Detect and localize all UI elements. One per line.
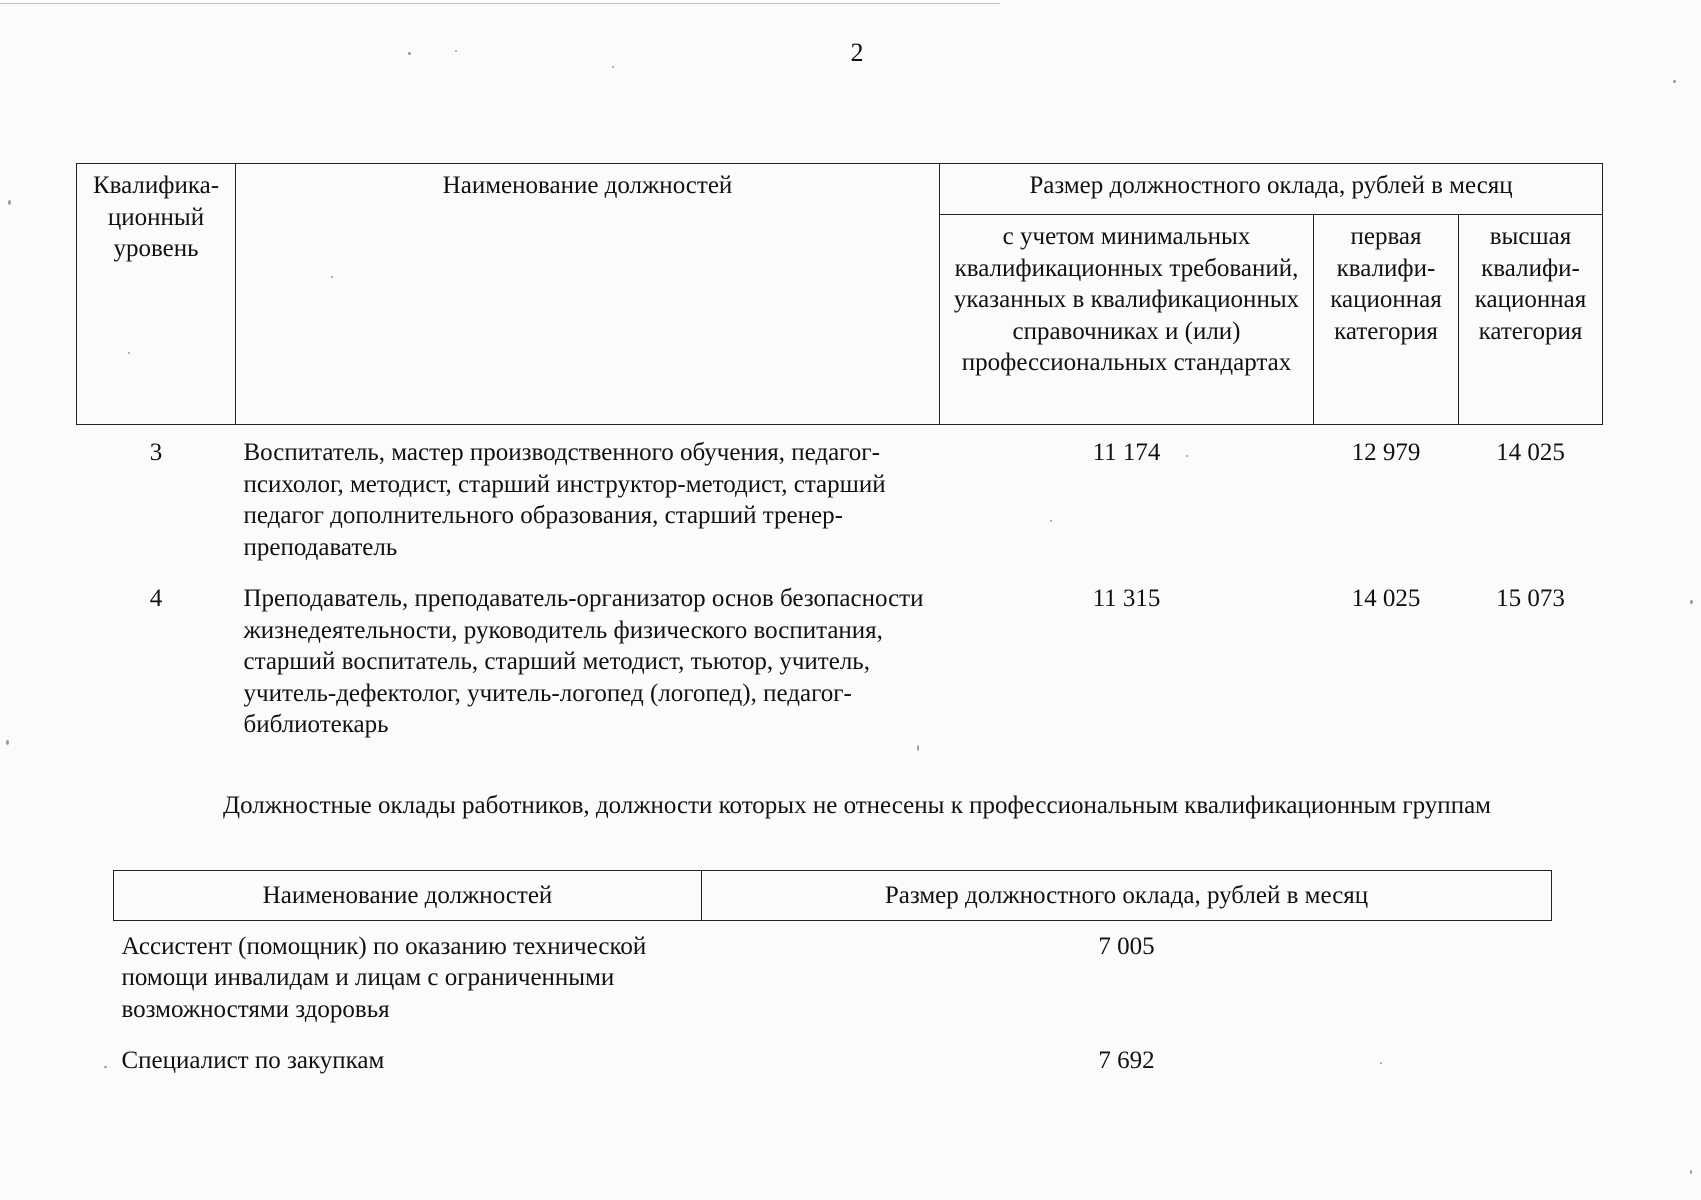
highest-category-salary: 14 025 [1496, 439, 1565, 466]
scan-speck [455, 50, 457, 52]
first-category-salary: 12 979 [1351, 439, 1421, 466]
table-row [114, 1025, 1552, 1077]
scan-speck [1673, 80, 1676, 83]
salary-table-other-positions [113, 870, 1552, 1077]
base-salary: 11 174 [1092, 439, 1161, 466]
scan-speck [1690, 1170, 1692, 1174]
table-row [114, 920, 1552, 1025]
header-highest-category: высшая квалифи-кационная категория [1459, 215, 1603, 425]
position-name: Ассистент (помощник) по оказанию технической помощи инвалидам и лицам с ограниченными возможностями здоровья [121, 932, 647, 1023]
header-position-name: Наименование должностей [236, 164, 940, 425]
salary-table-qualification-levels [76, 163, 1603, 741]
header-base-salary: с учетом минимальных квалификационных требований, указанных в квалификационных справочниках и (или) профессиональных стандартах [940, 215, 1314, 425]
scan-speck [8, 200, 11, 205]
base-salary: 11 315 [1092, 585, 1161, 612]
position-names: Преподаватель, преподаватель-организатор основ безопасности жизнедеятельности, руководитель физического воспитания, старший воспитатель, старший методист, тьютор, учитель, учитель-дефектолог, учитель-логопед (логопед), педагог-библиотекарь [243, 585, 924, 738]
header-first-category: первая квалифи-кационная категория [1314, 215, 1459, 425]
page-number: 2 [850, 38, 864, 67]
section-title: Должностные оклады работников, должности которых не отнесены к профессиональным квалификационным группам [223, 792, 1491, 819]
table-row [77, 563, 1603, 741]
first-category-salary: 14 025 [1351, 585, 1421, 612]
salary-value: 7 005 [1098, 932, 1155, 960]
position-names: Воспитатель, мастер производственного обучения, педагог-психолог, методист, старший инструктор-методист, старший педагог дополнительного образования, старший тренер-преподаватель [243, 439, 886, 561]
qualification-level: 4 [149, 585, 163, 612]
position-name: Специалист по закупкам [121, 1047, 385, 1074]
header-salary-size: Размер должностного оклада, рублей в месяц [702, 871, 1552, 921]
scan-speck [1380, 1062, 1382, 1064]
scan-speck [612, 66, 614, 68]
scan-edge-line [0, 3, 1000, 4]
table-row [77, 425, 1603, 564]
scan-speck [1690, 600, 1693, 604]
scan-speck [1050, 520, 1052, 522]
scan-speck [6, 740, 9, 745]
scan-speck [128, 352, 130, 354]
header-position-name: Наименование должностей [114, 871, 702, 921]
salary-value: 7 692 [1098, 1047, 1155, 1074]
scan-speck [1186, 455, 1188, 457]
scan-speck [917, 745, 919, 751]
scan-speck [104, 1066, 107, 1068]
scan-speck [331, 276, 333, 278]
qualification-level: 3 [149, 439, 163, 466]
header-qualification-level: Квалифика-ционный уровень [77, 164, 236, 425]
highest-category-salary: 15 073 [1496, 585, 1565, 612]
scan-speck [408, 52, 411, 55]
header-salary-size: Размер должностного оклада, рублей в месяц [940, 164, 1603, 215]
